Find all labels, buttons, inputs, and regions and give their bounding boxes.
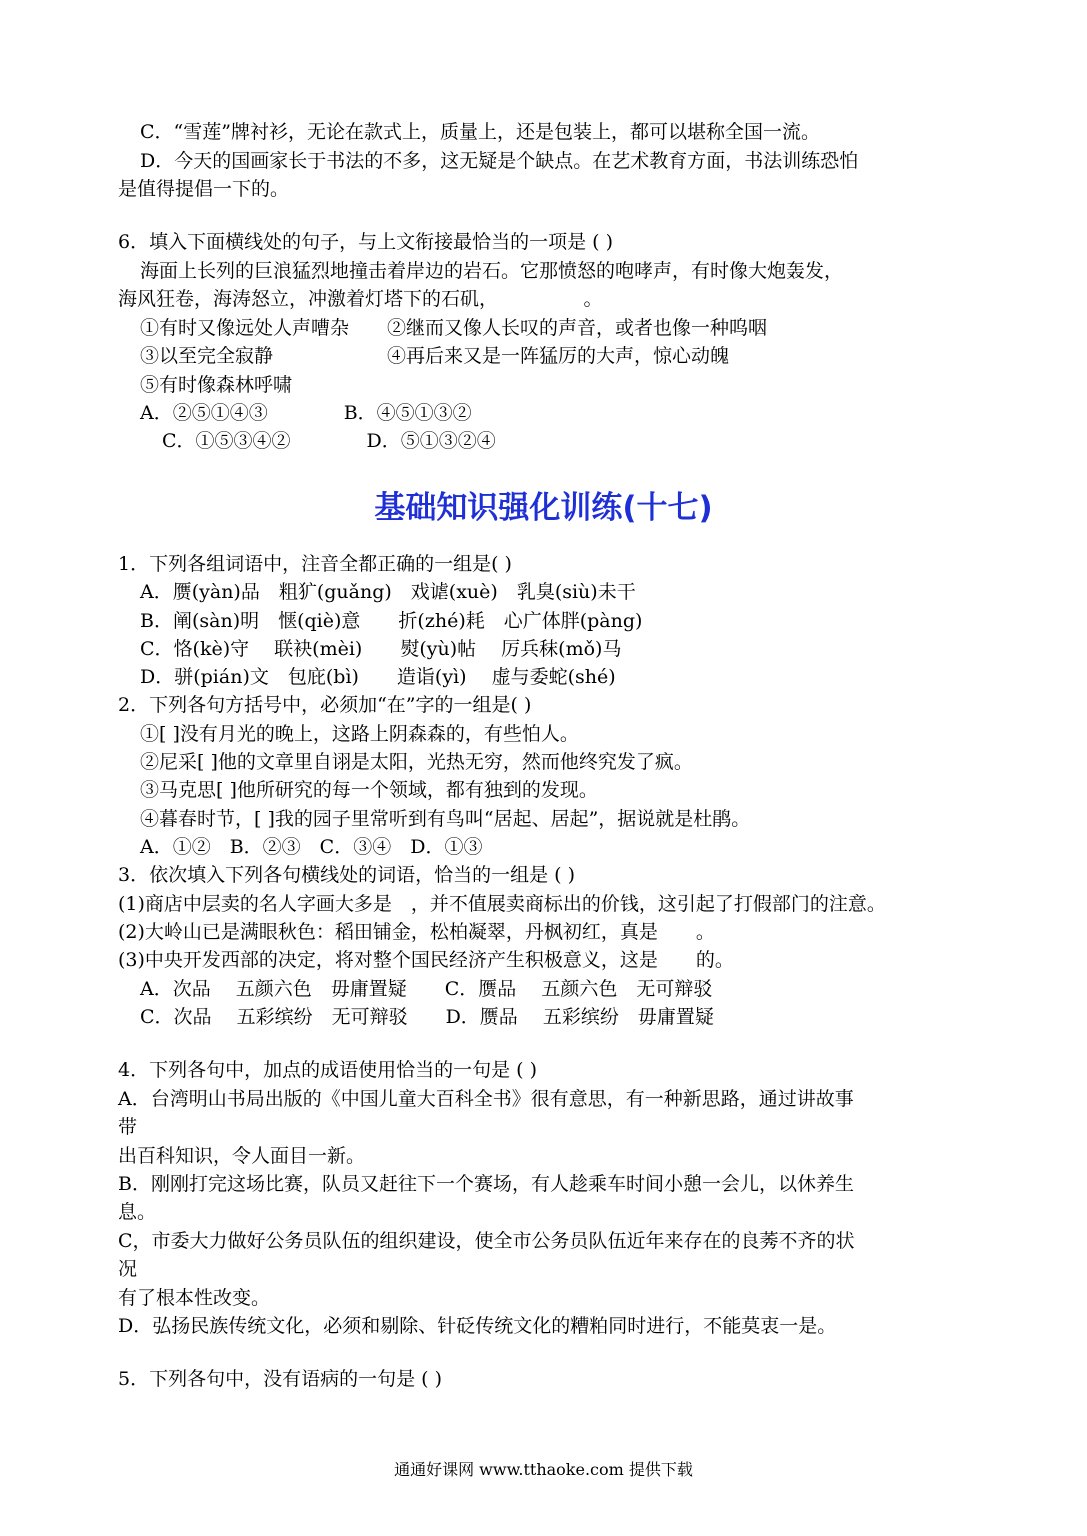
q4-option-c-wrap-2: 有了根本性改变。: [118, 1287, 271, 1309]
section-title: 基础知识强化训练(十七): [374, 490, 713, 526]
q3-sentence-3: (3)中央开发西部的决定，将对整个国民经济产生积极意义，这是 的。: [118, 949, 734, 971]
answer-row-cd: C．①⑤③④② D．⑤①③②④: [162, 430, 496, 452]
option-6d-prev-cont: 是值得提倡一下的。: [118, 178, 290, 200]
question-5: 5．下列各句中，没有语病的一句是 ( ): [118, 1368, 442, 1390]
q1-option-d: D．骈(pián)文 包庇(bì) 造诣(yì) 虚与委蛇(shé): [140, 666, 616, 688]
question-4: 4．下列各句中，加点的成语使用恰当的一句是 ( ): [118, 1059, 537, 1081]
q1-option-b: B．阐(sàn)明 惬(qiè)意 折(zhé)耗 心广体胖(pàng): [140, 610, 643, 632]
passage-line-2: 海风狂卷，海涛怒立，冲激着灯塔下的石矶， 。: [118, 288, 603, 310]
q3-answers-row-2: C．次品 五彩缤纷 无可辩驳 D．赝品 五彩缤纷 毋庸置疑: [140, 1006, 714, 1028]
q2-item-4: ④暮春时节，[ ]我的园子里常听到有鸟叫“居起、居起”，据说就是杜鹃。: [140, 808, 751, 830]
choice-row-2: ③以至完全寂静 ④再后来又是一阵猛厉的大声，惊心动魄: [140, 345, 730, 367]
q3-answers-row-1: A．次品 五颜六色 毋庸置疑 C．赝品 五颜六色 无可辩驳: [140, 978, 713, 1000]
q4-option-b: B．刚刚打完这场比赛，队员又赶往下一个赛场，有人趁乘车时间小憩一会儿，以休养生: [118, 1173, 854, 1195]
question-6: 6．填入下面横线处的句子，与上文衔接最恰当的一项是 ( ): [118, 231, 613, 253]
passage-line-1: 海面上长列的巨浪猛烈地撞击着岸边的岩石。它那愤怒的咆哮声，有时像大炮轰发，: [140, 260, 844, 282]
question-2: 2．下列各句方括号中，必须加“在”字的一组是( ): [118, 694, 532, 716]
q4-option-a-wrap-1: 带: [118, 1116, 138, 1138]
q4-option-b-wrap: 息。: [118, 1201, 157, 1223]
option-6d-prev: D．今天的国画家长于书法的不多，这无疑是个缺点。在艺术教育方面，书法训练恐怕: [140, 150, 859, 172]
q2-item-3: ③马克思[ ]他所研究的每一个领域，都有独到的发现。: [140, 779, 598, 801]
answer-row-ab: A．②⑤①④③ B．④⑤①③②: [140, 402, 472, 424]
q4-option-a: A．台湾明山书局出版的《中国儿童大百科全书》很有意思，有一种新思路，通过讲故事: [118, 1088, 854, 1110]
q2-item-1: ①[ ]没有月光的晚上，这路上阴森森的，有些怕人。: [140, 723, 579, 745]
question-1: 1．下列各组词语中，注音全都正确的一组是( ): [118, 553, 512, 575]
q3-sentence-2: (2)大岭山已是满眼秋色：稻田铺金，松柏凝翠，丹枫初红，真是 。: [118, 921, 715, 943]
choice-row-1: ①有时又像远处人声嘈杂 ②继而又像人长叹的声音，或者也像一种呜咽: [140, 317, 768, 339]
q2-item-2: ②尼采[ ]他的文章里自诩是太阳，光热无穷，然而他终究发了疯。: [140, 751, 693, 773]
q1-option-a: A．赝(yàn)品 粗犷(guǎng) 戏谑(xuè) 乳臭(siù)未干: [140, 581, 636, 603]
question-3: 3．依次填入下列各句横线处的词语，恰当的一组是 ( ): [118, 864, 575, 886]
q4-option-c-wrap-1: 况: [118, 1258, 138, 1280]
q4-option-c: C，市委大力做好公务员队伍的组织建设，使全市公务员队伍近年来存在的良莠不齐的状: [118, 1230, 855, 1252]
option-6c-prev: C．“雪莲”牌衬衫，无论在款式上，质量上，还是包装上，都可以堪称全国一流。: [140, 121, 820, 143]
q4-option-d: D．弘扬民族传统文化，必须和剔除、针砭传统文化的糟粕同时进行，不能莫衷一是。: [118, 1315, 837, 1337]
q3-sentence-1: (1)商店中层卖的名人字画大多是 ，并不值展卖商标出的价钱，这引起了打假部门的注意。: [118, 893, 886, 915]
q2-answers: A．①② B．②③ C．③④ D．①③: [140, 836, 483, 858]
choice-row-3: ⑤有时像森林呼啸: [140, 374, 293, 396]
q1-option-c: C．恪(kè)守 联袂(mèi) 熨(yù)帖 厉兵秣(mǒ)马: [140, 638, 622, 660]
page-footer: 通通好课网 www.tthaoke.com 提供下载: [394, 1460, 693, 1479]
q4-option-a-wrap-2: 出百科知识，令人面目一新。: [118, 1145, 366, 1167]
